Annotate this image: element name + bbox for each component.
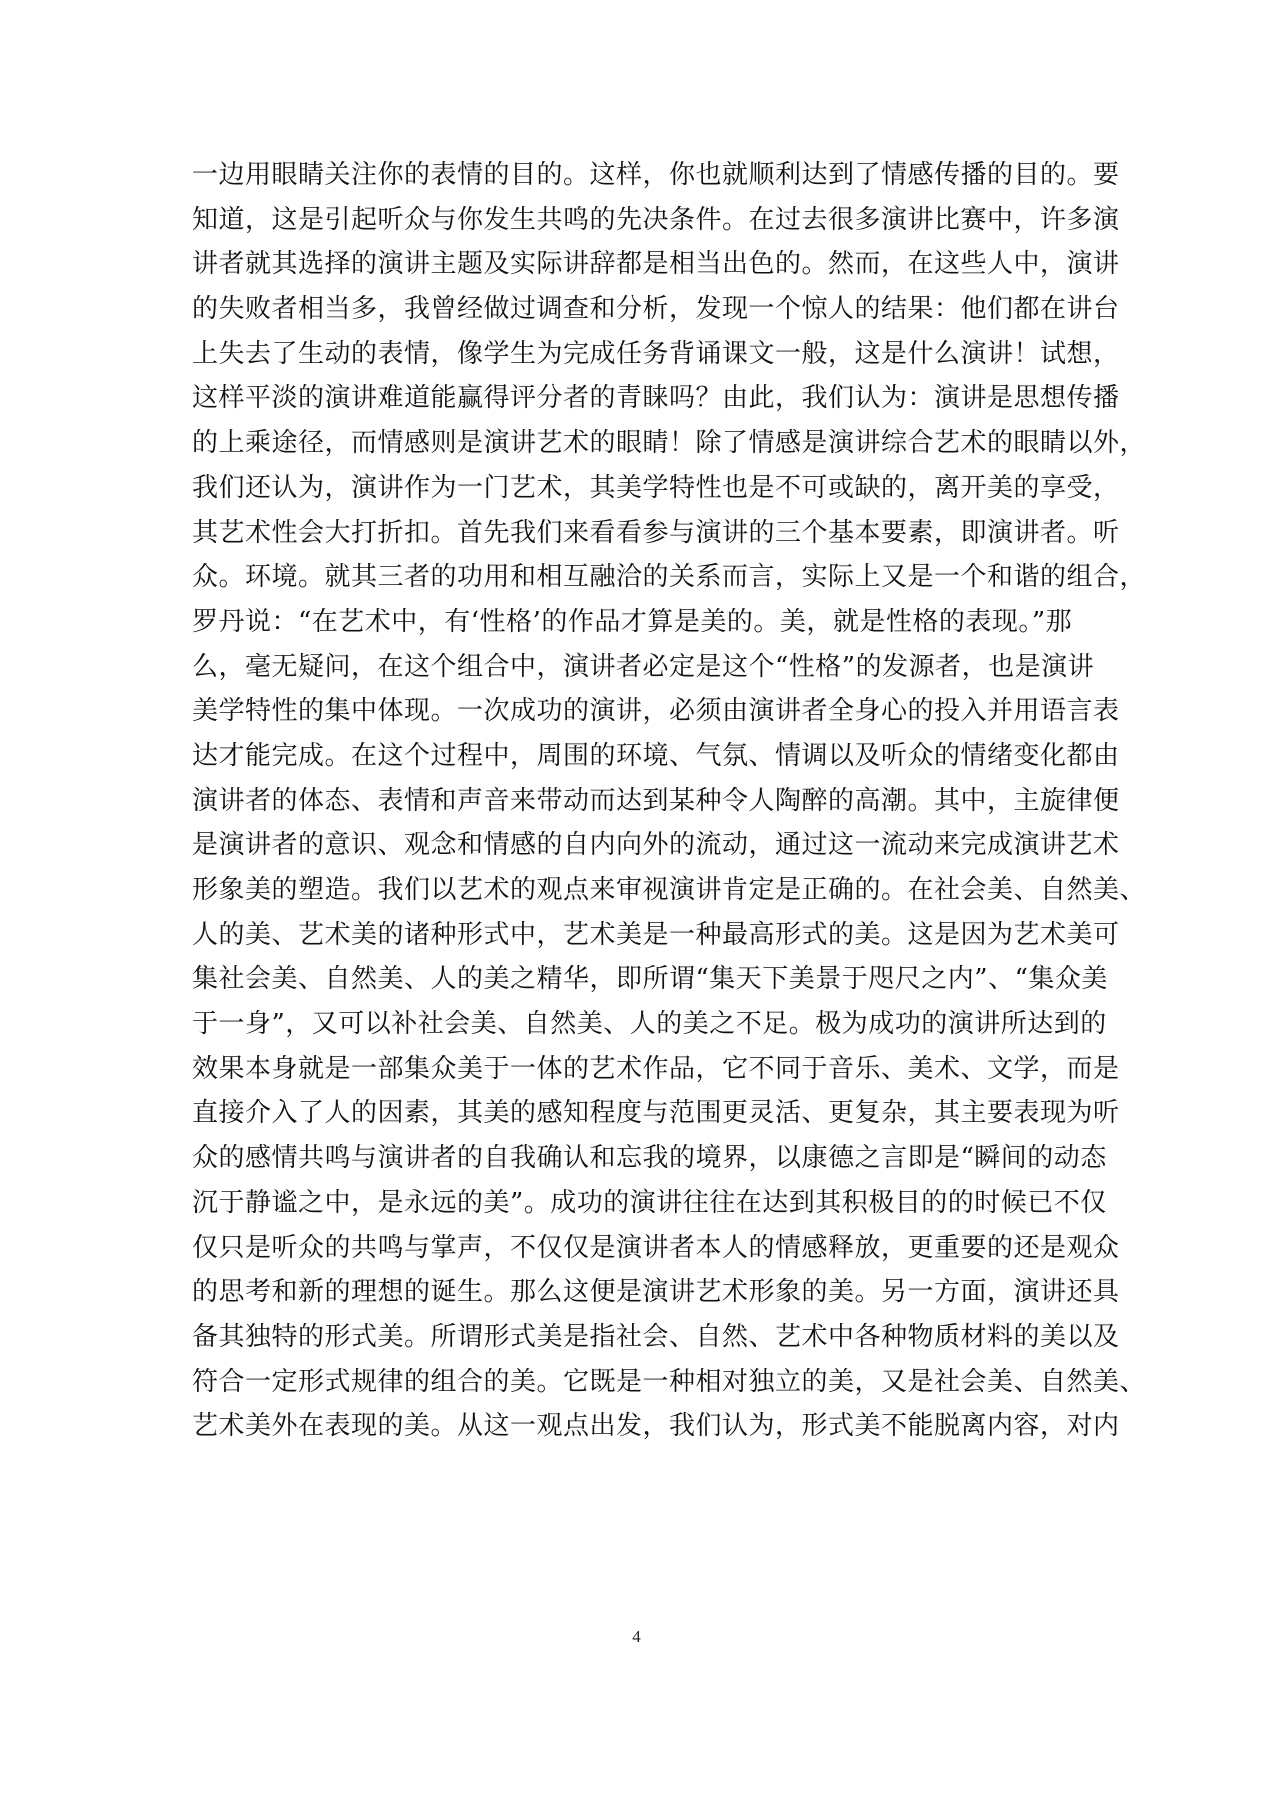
text-line: 沉于静谧之中，是永远的美”。成功的演讲往往在达到其积极目的的时候已不仅 (192, 1187, 1107, 1218)
text-line: 备其独特的形式美。所谓形式美是指社会、自然、艺术中各种物质材料的美以及 (192, 1321, 1120, 1352)
text-line: 我们还认为，演讲作为一门艺术，其美学特性也是不可或缺的，离开美的享受， (192, 472, 1120, 503)
text-line: 知道，这是引起听众与你发生共鸣的先决条件。在过去很多演讲比赛中，许多演 (192, 204, 1120, 235)
text-line: 符合一定形式规律的组合的美。它既是一种相对独立的美，又是社会美、自然美、 (192, 1366, 1147, 1397)
text-line: 的失败者相当多，我曾经做过调查和分析，发现一个惊人的结果：他们都在讲台 (192, 294, 1120, 325)
text-line: 众的感情共鸣与演讲者的自我确认和忘我的境界，以康德之言即是“瞬间的动态 (192, 1143, 1107, 1174)
text-line: 众。环境。就其三者的功用和相互融洽的关系而言，实际上又是一个和谐的组合， (192, 562, 1147, 593)
text-line: 美学特性的集中体现。一次成功的演讲，必须由演讲者全身心的投入并用语言表 (192, 696, 1120, 727)
text-line: 于一身”，又可以补社会美、自然美、人的美之不足。极为成功的演讲所达到的 (192, 1009, 1107, 1040)
text-line: 演讲者的体态、表情和声音来带动而达到某种令人陶醉的高潮。其中，主旋律便 (192, 785, 1120, 816)
text-line: 形象美的塑造。我们以艺术的观点来审视演讲肯定是正确的。在社会美、自然美、 (192, 875, 1147, 905)
text-line: 其艺术性会大打折扣。首先我们来看看参与演讲的三个基本要素，即演讲者。听 (192, 517, 1120, 548)
text-line: 集社会美、自然美、人的美之精华，即所谓“集天下美景于咫尺之内”、“集众美 (192, 964, 1108, 995)
text-line: 一边用眼睛关注你的表情的目的。这样，你也就顺利达到了情感传播的目的。要 (192, 160, 1120, 190)
text-line: 的上乘途径，而情感则是演讲艺术的眼睛！除了情感是演讲综合艺术的眼睛以外， (192, 428, 1147, 459)
page-number: 4 (632, 1627, 641, 1646)
text-line: 上失去了生动的表情，像学生为完成任务背诵课文一般，这是什么演讲！试想， (192, 338, 1120, 369)
text-line: 效果本身就是一部集众美于一体的艺术作品，它不同于音乐、美术、文学，而是 (192, 1053, 1120, 1084)
text-line: 艺术美外在表现的美。从这一观点出发，我们认为，形式美不能脱离内容，对内 (192, 1411, 1120, 1442)
text-line: 这样平淡的演讲难道能赢得评分者的青睐吗？由此，我们认为：演讲是思想传播 (192, 383, 1120, 414)
text-line: 讲者就其选择的演讲主题及实际讲辞都是相当出色的。然而，在这些人中，演讲 (192, 249, 1120, 280)
text-line: 仅只是听众的共鸣与掌声，不仅仅是演讲者本人的情感释放，更重要的还是观众 (192, 1232, 1120, 1263)
text-line: 达才能完成。在这个过程中，周围的环境、气氛、情调以及听众的情绪变化都由 (192, 740, 1120, 771)
text-line: 罗丹说：“在艺术中，有‘性格’的作品才算是美的。美，就是性格的表现。”那 (192, 606, 1073, 637)
body-text (192, 153, 1147, 1449)
text-line: 的思考和新的理想的诞生。那么这便是演讲艺术形象的美。另一方面，演讲还具 (192, 1277, 1120, 1308)
text-line: 么，毫无疑问，在这个组合中，演讲者必定是这个“性格”的发源者，也是演讲 (192, 651, 1095, 682)
text-line: 是演讲者的意识、观念和情感的自内向外的流动，通过这一流动来完成演讲艺术 (192, 830, 1120, 861)
text-line: 人的美、艺术美的诸种形式中，艺术美是一种最高形式的美。这是因为艺术美可 (192, 919, 1120, 950)
text-line: 直接介入了人的因素，其美的感知程度与范围更灵活、更复杂，其主要表现为听 (192, 1098, 1120, 1129)
